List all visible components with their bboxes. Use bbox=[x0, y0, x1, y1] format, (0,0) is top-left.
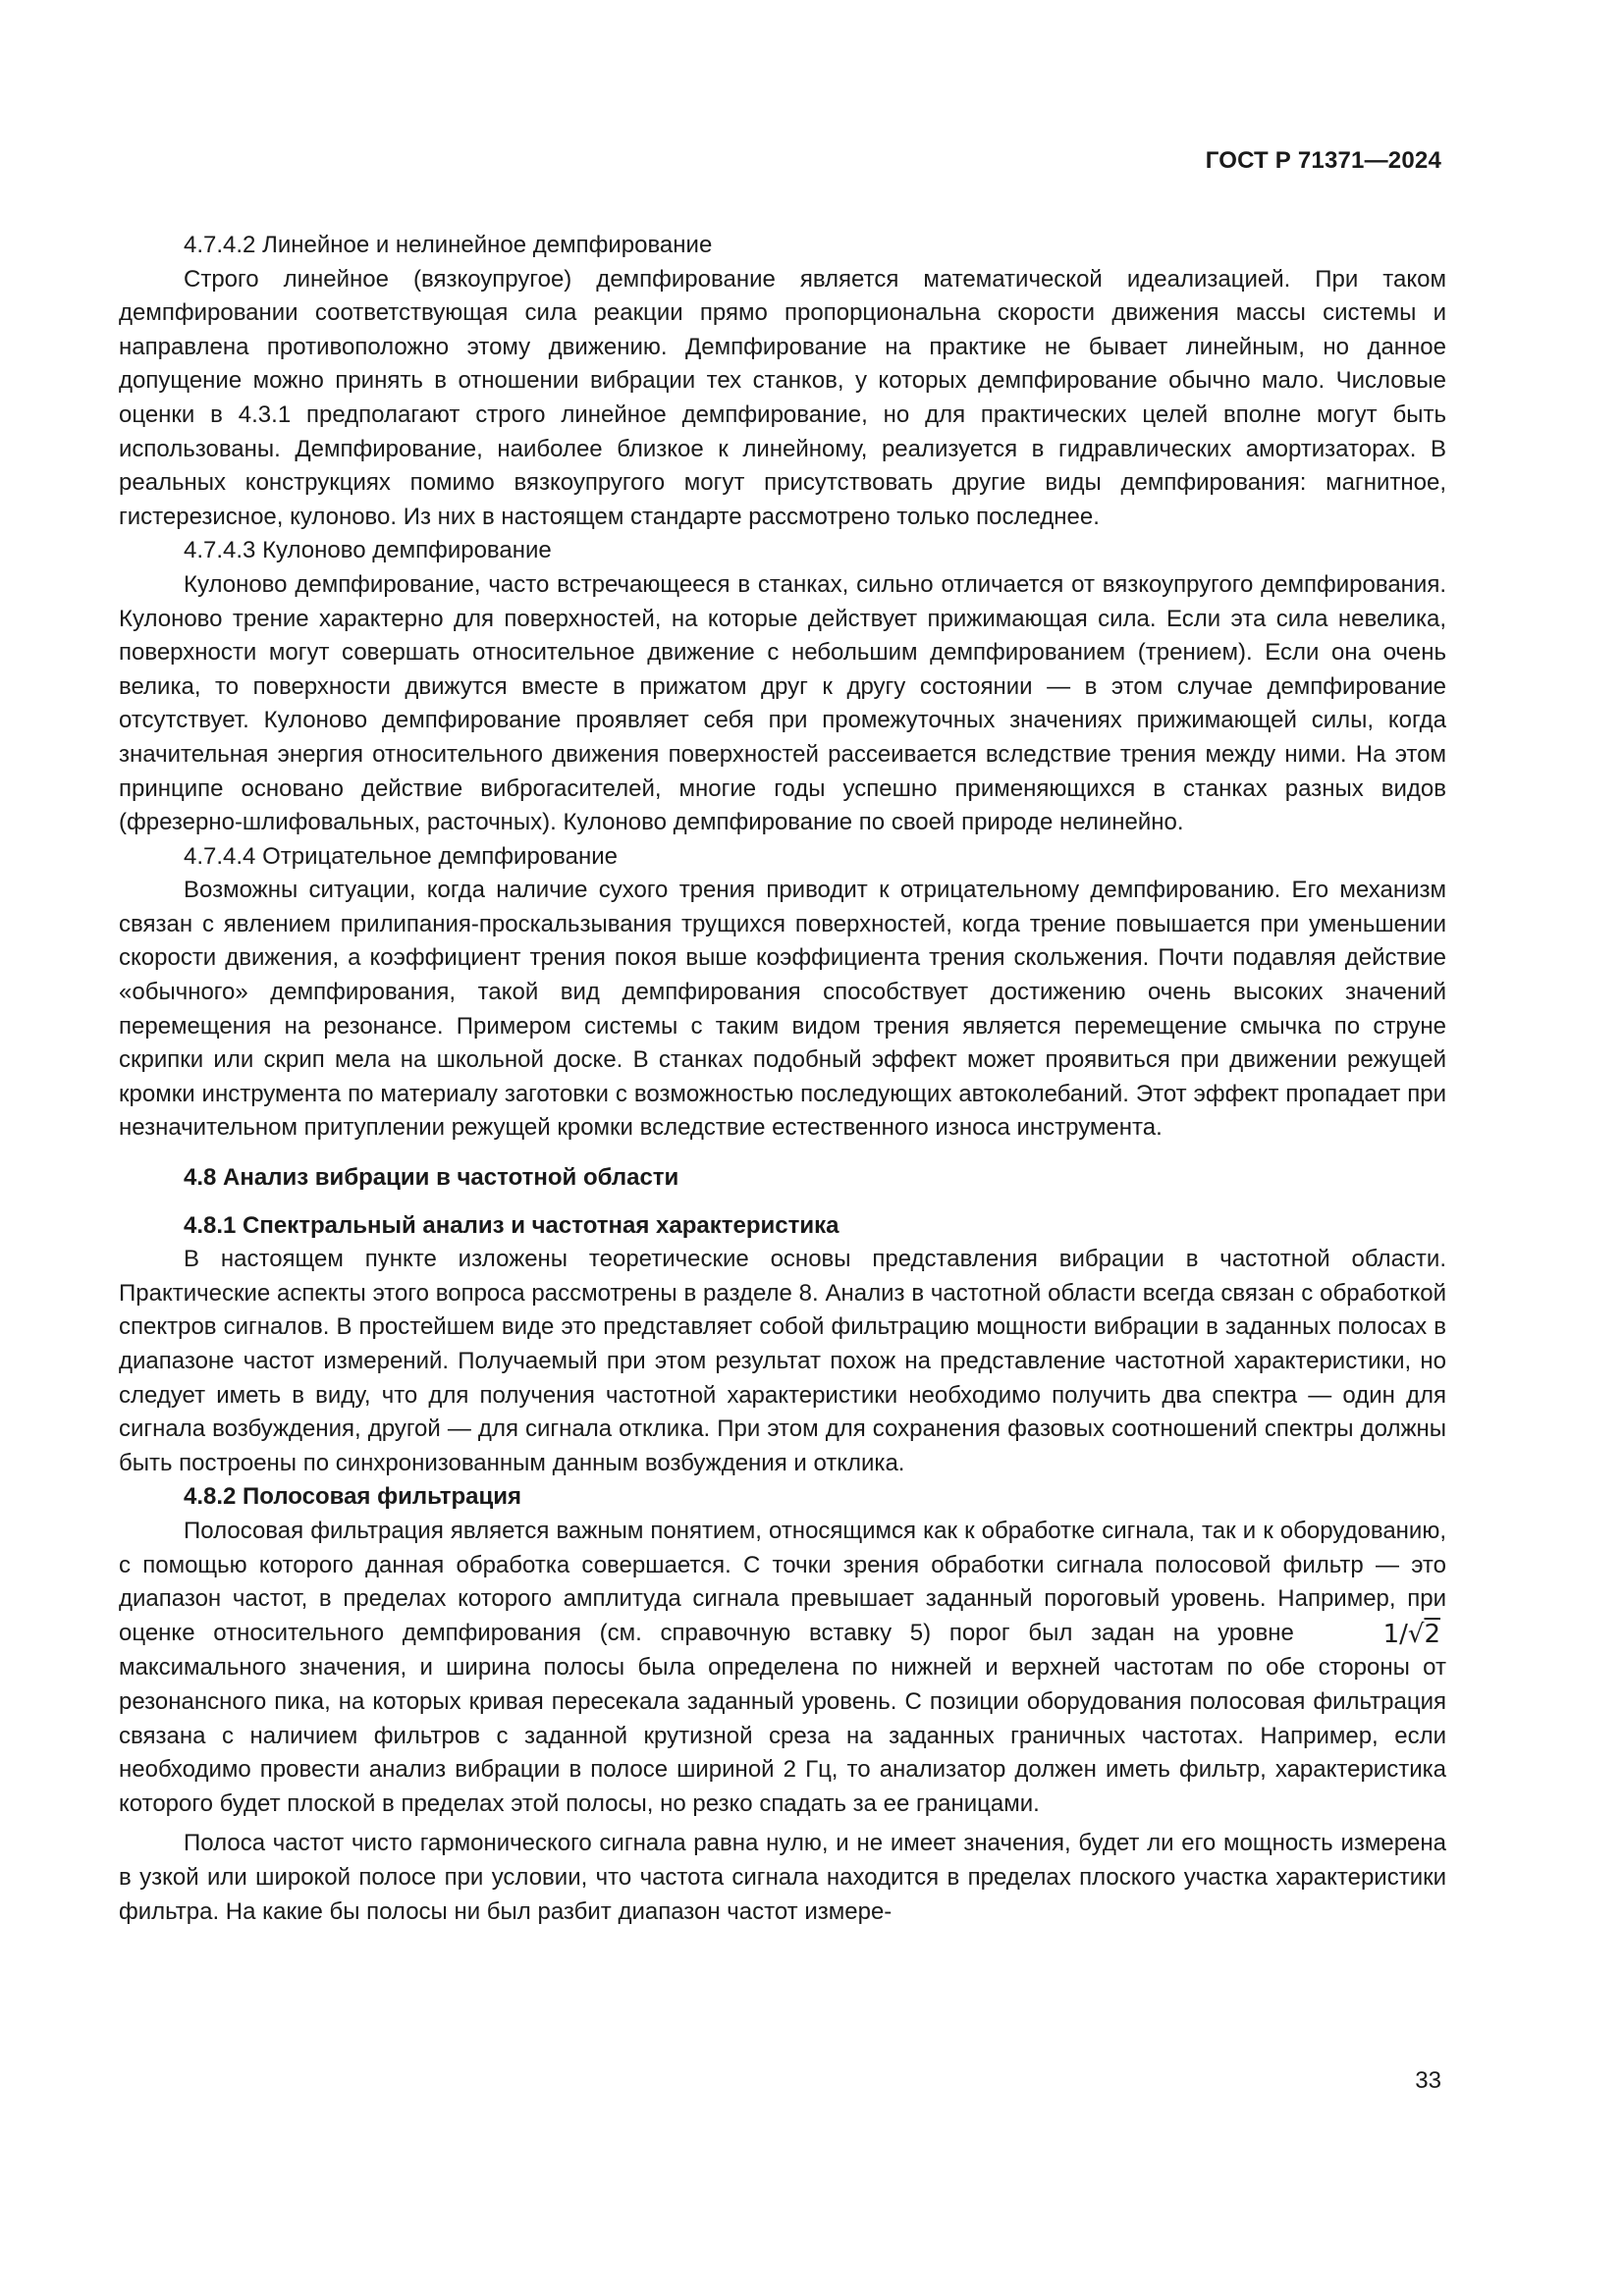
subsection-title-4-8-1: 4.8.1 Спектральный анализ и частотная характеристика bbox=[184, 1211, 839, 1239]
main-text bbox=[119, 229, 1446, 1929]
paragraph: В настоящем пункте изложены теоретические основы представления вибрации в частотной области. Практические аспекты этого вопроса рассмотрены в разделе 8. Анализ в частотной области всегда связан с обработкой спектров сигналов. В простейшем виде это представляет собой фильтрацию мощности вибрации в заданных полосах в диапазоне частот измерений. Получаемый при этом результат похож на представление частотной характеристики, но следует иметь в виду, что для получения частотной характеристики необходимо получить два спектра — один для сигнала возбуждения, другой — для сигнала отклика. При этом для сохранения фазовых соотношений спектры должны быть построены по синхронизованным данным возбуждения и отклика. bbox=[119, 1246, 1446, 1476]
paragraph-text-part-2: максимального значения, и ширина полосы была определена по нижней и верхней частотам по обе стороны от резонансного пика, на которых кривая пересекала заданный уровень. С позиции оборудования полосовая фильтрация связана с наличием фильтров с заданной крутизной среза на заданных граничных частотах. Например, если необходимо провести анализ вибрации в полосе шириной 2 Гц, то анализатор должен иметь фильтр, характеристика которого будет плоской в пределах этой полосы, но резко спадать за ее границами. bbox=[119, 1654, 1446, 1817]
paragraph: Возможны ситуации, когда наличие сухого трения приводит к отрицательному демпфированию. Его механизм связан с явлением прилипания-проскальзывания трущихся поверхностей, когда трение повышается при уменьшении скорости движения, а коэффициент трения покоя выше коэффициента трения скольжения. Почти подавляя действие «обычного» демпфирования, такой вид демпфирования способствует достижению очень высоких значений перемещения на резонансе. Примером системы с таким видом трения является перемещение смычка по струне скрипки или скрип мела на школьной доске. В станках подобный эффект может проявиться при движении режущей кромки инструмента по материалу заготовки с возможностью последующих автоколебаний. Этот эффект пропадает при незначительном притуплении режущей кромки вследствие естественного износа инструмента. bbox=[119, 877, 1446, 1142]
paragraph: Строго линейное (вязкоупругое) демпфирование является математической идеализацией. При таком демпфировании соответствующая сила реакции прямо пропорциональна скорости движения массы системы и направлена противоположно этому движению. Демпфирование на практике не бывает линейным, но данное допущение можно принять в отношении вибрации тех станков, у которых демпфирование обычно мало. Числовые оценки в 4.3.1 предполагают строго линейное демпфирование, но для практических целей вполне могут быть использованы. Демпфирование, наиболее близкое к линейному, реализуется в гидравлических амортизаторах. В реальных конструкциях помимо вязкоупругого могут присутствовать другие виды демпфирования: магнитное, гистерезисное, кулоново. Из них в настоящем стандарте рассмотрено только последнее. bbox=[119, 265, 1446, 530]
subsection-title-4-8-2: 4.8.2 Полосовая фильтрация bbox=[184, 1483, 522, 1511]
paragraph-text-part-1: Полосовая фильтрация является важным понятием, относящимся как к обработке сигнала, так и к оборудованию, с помощью которого данная обработка совершается. С точки зрения обработки сигнала полосовой фильтр — это диапазон частот, в пределах которого амплитуда сигнала превышает заданный пороговый уровень. Например, при оценке относительного демпфирования (см. справочную вставку 5) порог был задан на уровне bbox=[119, 1517, 1446, 1646]
paragraph: Кулоново демпфирование, часто встречающееся в станках, сильно отличается от вязкоупругого демпфирования. Кулоново трение характерно для поверхностей, на которые действует прижимающая сила. Если эта сила невелика, поверхности могут совершать относительное движение с небольшим демпфированием (трением). Если она очень велика, то поверхности движутся вместе в прижатом друг к другу состоянии — в этом случае демпфирование отсутствует. Кулоново демпфирование проявляет себя при промежуточных значениях прижимающей силы, когда значительная энергия относительного движения поверхностей рассеивается вследствие трения между ними. На этом принципе основано действие виброгасителей, многие годы успешно применяющихся в станках разных видов (фрезерно-шлифовальных, расточных). Кулоново демпфирование по своей природе нелинейно. bbox=[119, 570, 1446, 836]
document-designation: ГОСТ Р 71371—2024 bbox=[1205, 147, 1441, 174]
subsection-title-4-7-4-2: 4.7.4.2 Линейное и нелинейное демпфирование bbox=[184, 232, 713, 258]
subsection-title-4-7-4-3: 4.7.4.3 Кулоново демпфирование bbox=[184, 537, 552, 564]
subsection-title-4-7-4-4: 4.7.4.4 Отрицательное демпфирование bbox=[184, 842, 618, 870]
paragraph: Полоса частот чисто гармонического сигнала равна нулю, и не имеет значения, будет ли его мощность измерена в узкой или широкой полосе при условии, что частота сигнала находится в пределах плоского участка характеристики фильтра. На какие бы полосы ни был разбит диапазон частот измере- bbox=[119, 1830, 1446, 1925]
page-number: 33 bbox=[1415, 2067, 1441, 2094]
section-title-4-8: 4.8 Анализ вибрации в частотной области bbox=[184, 1164, 679, 1192]
one-over-sqrt-two-formula: 1/√2 bbox=[1382, 1619, 1440, 1649]
paragraph-with-formula bbox=[119, 1515, 1446, 1821]
